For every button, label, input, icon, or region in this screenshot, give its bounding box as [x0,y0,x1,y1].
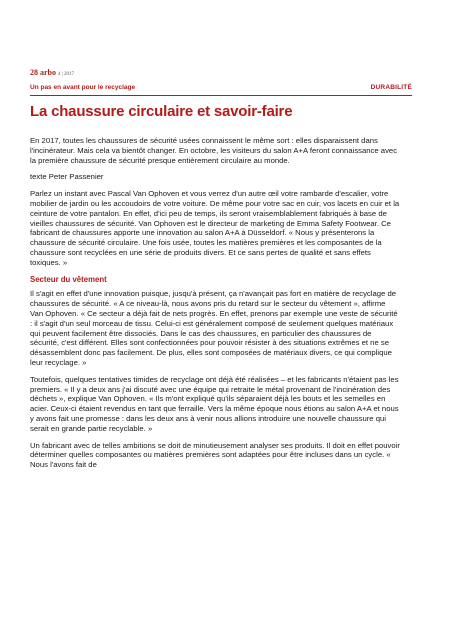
issue-number: 4 | 2017 [58,72,75,77]
kicker: Un pas en avant pour le recyclage [30,84,136,91]
paragraph: Un fabricant avec de telles ambitions se doit de minutieusement analyser ses produits. Il doit en effet pouvoir déterminer quelles composantes ou matières premières sont adaptées pour être incluses dans un cycle. « Nous l'avons fait de [30,440,400,470]
subheading: Secteur du vêtement [30,274,107,284]
section-label: DURABILITÉ [370,84,412,91]
header-rule [30,95,412,96]
paragraph: Il s'agit en effet d'une innovation puisque, jusqu'à présent, ça n'avançait pas fort en matière de recyclage de chaussures de sécurité. « A ce niveau-là, nous avons pris du retard sur le secteur du vêtement », affirme Van Ophoven. « Ce secteur a déjà fait de nets progrès. En effet, prenons par exemple une veste de sécurité : il s'agit d'un seul morceau de tissu. Celui-ci est généralement composé de seulement quelques matériaux qui peuvent facilement être dissociés. Dans le cas des chaussures, en particulier des chaussures de sécurité, c'est différent. Elles sont confectionnées pour pouvoir résister à des situations extrêmes et ne se désassemblent donc pas facilement. De plus, elles sont composées de matériaux divers, ce qui complique leur recyclage. » [30,289,398,367]
magazine-brand [30,68,74,77]
lead-paragraph: En 2017, toutes les chaussures de sécurité usées connaissent le même sort : elles disparaissent dans l'incinérateur. Mais cela va bientôt changer. En octobre, les visiteurs du salon A+A feront connaissance avec la première chaussure de sécurité presque entièrement circulaire au monde. [30,136,398,165]
article-title: La chaussure circulaire et savoir-faire [30,103,293,120]
byline: texte Peter Passenier [30,172,104,182]
paragraph: Toutefois, quelques tentatives timides de recyclage ont déjà été réalisées – et les fabricants n'étaient pas les premiers. « Il y a deux ans j'ai discuté avec une équipe qui retraite le métal provenant de l'incinération des déchets », explique Van Ophoven. « Ils m'ont expliqué qu'ils séparaient déjà les bouts et les semelles en acier. Ceux-ci étaient revendus en tant que ferraille. Vers la même époque nous étions au salon A+A et nous y avons fait une promesse : dans les deux ans à venir nous allions introduire une nouvelle chaussure qui serait en grande partie recyclable. » [30,374,399,433]
brand-name: 28 arbo [30,68,56,77]
article-body [30,136,400,477]
paragraph: Parlez un instant avec Pascal Van Ophoven et vous verrez d'un autre œil votre rambarde d'escalier, votre mobilier de jardin ou les accoudoirs de votre voiture. De même pour votre sac en cuir, vos lacets en cuir et la ceinture de votre pantalon. En effet, d'ici peu de temps, ils seront vraisemblablement fabriqués à base de vieilles chaussures de sécurité. Van Ophoven est le directeur de marketing de Emma Safety Footwear. Ce fabricant de chaussures apporte une innovation au salon A+A à Düsseldorf. « Nous y présenterons la chaussure de sécurité circulaire. Une fois usée, toutes les matières premières et les composantes de la chaussure sont recyclées en une série de produits divers. Et ce sans pertes de qualité et sans effets toxiques. » [30,189,400,267]
